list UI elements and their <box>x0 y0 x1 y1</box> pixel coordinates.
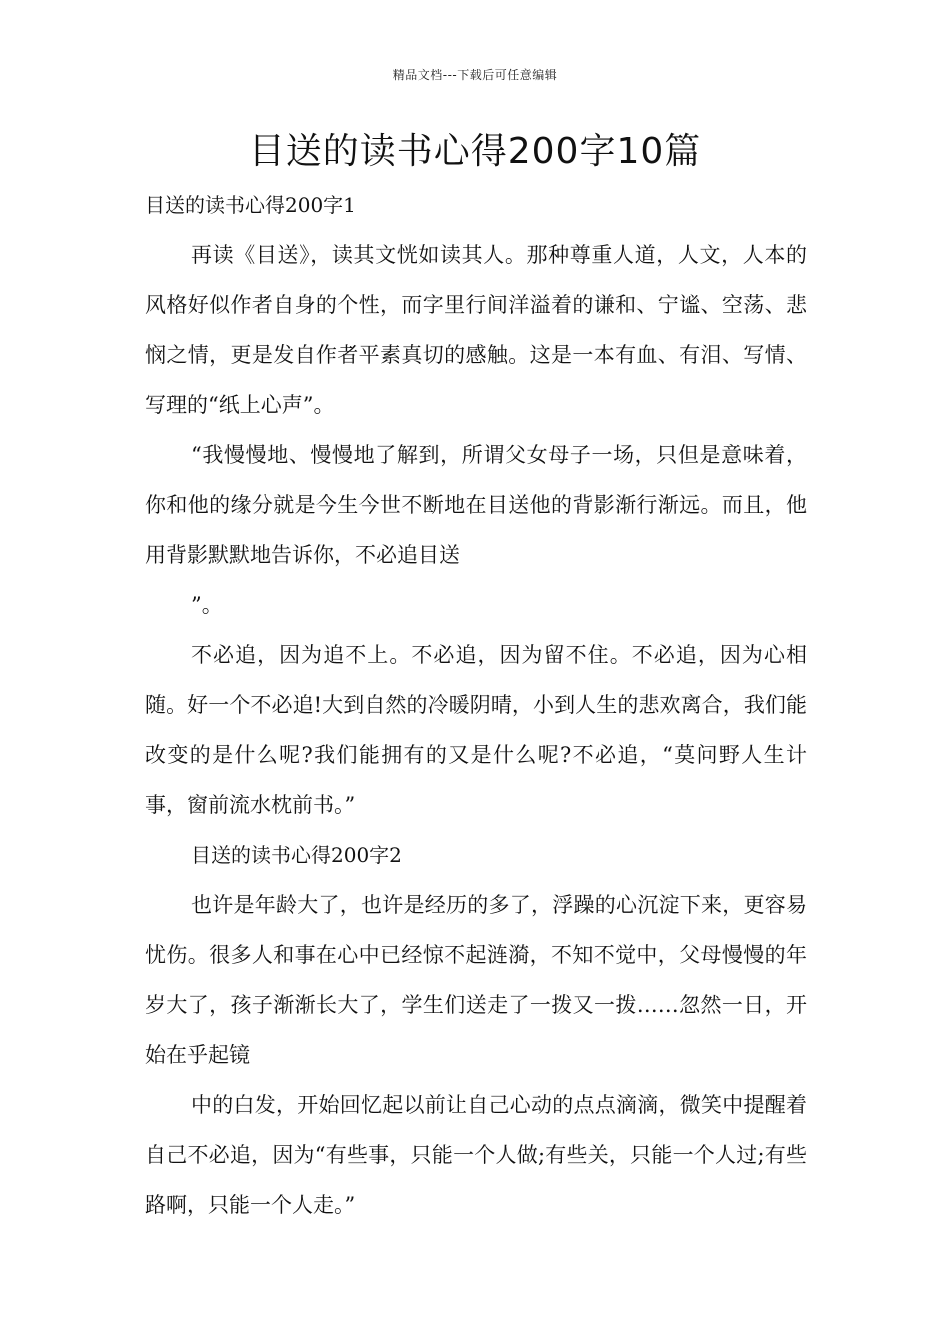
section-2-paragraph-1: 也许是年龄大了，也许是经历的多了，浮躁的心沉淀下来，更容易忧伤。很多人和事在心中已经惊不起涟漪，不知不觉中，父母慢慢的年岁大了，孩子渐渐长大了，学生们送走了一拨又一拨……忽然一日，开始在乎起镜 <box>145 893 807 1067</box>
document-header-note: 精品文档---下载后可任意编辑 <box>392 68 558 82</box>
section-1-paragraph-1: 再读《目送》，读其文恍如读其人。那种尊重人道，人文，人本的风格好似作者自身的个性，而字里行间洋溢着的谦和、宁谧、空荡、悲悯之情，更是发自作者平素真切的感触。这是一本有血、有泪、写情、写理的“纸上心声”。 <box>145 243 807 417</box>
document-body <box>145 180 807 1230</box>
section-1-paragraph-4: 不必追，因为追不上。不必追，因为留不住。不必追，因为心相随。好一个不必追!大到自然的冷暖阴晴，小到人生的悲欢离合，我们能改变的是什么呢?我们能拥有的又是什么呢?不必追，“莫问野人生计事，窗前流水枕前书。” <box>145 643 807 817</box>
section-2-heading: 目送的读书心得200字2 <box>191 843 402 867</box>
section-1-paragraph-3: ”。 <box>191 593 223 617</box>
section-1-heading: 目送的读书心得200字1 <box>145 193 356 217</box>
section-2-paragraph-2: 中的白发，开始回忆起以前让自己心动的点点滴滴，微笑中提醒着自己不必追，因为“有些事，只能一个人做;有些关，只能一个人过;有些路啊，只能一个人走。” <box>145 1093 807 1217</box>
section-1-paragraph-2: “我慢慢地、慢慢地了解到，所谓父女母子一场，只但是意味着，你和他的缘分就是今生今世不断地在目送他的背影渐行渐远。而且，他用背影默默地告诉你，不必追目送 <box>145 443 807 567</box>
document-title: 目送的读书心得200字10篇 <box>248 131 702 172</box>
